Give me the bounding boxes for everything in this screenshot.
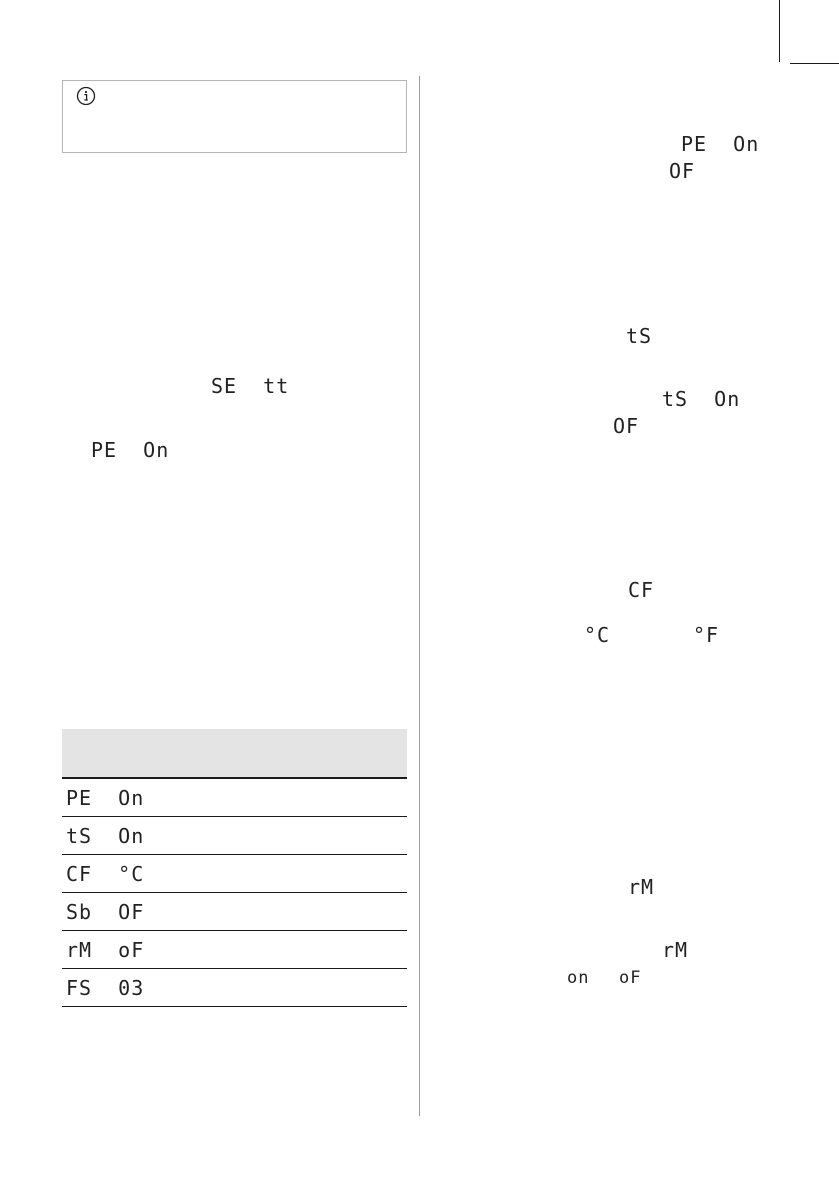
table-cell-code: rM oF — [66, 937, 145, 962]
display-code-pe-on-right: PE On — [681, 132, 760, 156]
display-code-ts-on: tS On — [662, 387, 741, 411]
column-divider — [419, 76, 420, 1116]
table-row — [62, 893, 407, 931]
info-icon — [76, 86, 96, 106]
display-code-rm: rM — [628, 875, 655, 899]
settings-table — [62, 729, 407, 1007]
table-row — [62, 778, 407, 817]
display-code-cf-celsius: °C — [584, 623, 611, 647]
settings-table-header-row — [62, 729, 407, 778]
table-cell-code: Sb OF — [66, 899, 145, 924]
display-code-settings: SE tt — [211, 374, 290, 398]
table-row — [62, 969, 407, 1007]
display-code-rm-of: oF — [619, 968, 642, 988]
display-code-pe-on: PE On — [91, 438, 170, 462]
settings-table-header — [62, 729, 407, 778]
display-code-rm-second: rM — [662, 938, 689, 962]
table-cell-code: tS On — [66, 823, 145, 848]
display-code-ts-of: OF — [613, 414, 640, 438]
display-code-cf: CF — [628, 578, 655, 602]
display-code-ts: tS — [626, 324, 653, 348]
crop-mark-vertical — [779, 0, 780, 62]
crop-mark-horizontal — [790, 63, 839, 64]
table-row — [62, 855, 407, 893]
display-code-cf-fahrenheit: °F — [693, 623, 720, 647]
table-cell-code: FS 03 — [66, 975, 145, 1000]
table-cell-code: CF °C — [66, 861, 145, 886]
display-code-rm-on: on — [567, 968, 590, 988]
table-row — [62, 931, 407, 969]
info-note-box — [62, 80, 407, 153]
table-row — [62, 817, 407, 855]
display-code-pe-of: OF — [669, 159, 696, 183]
table-cell-code: PE On — [66, 785, 145, 810]
